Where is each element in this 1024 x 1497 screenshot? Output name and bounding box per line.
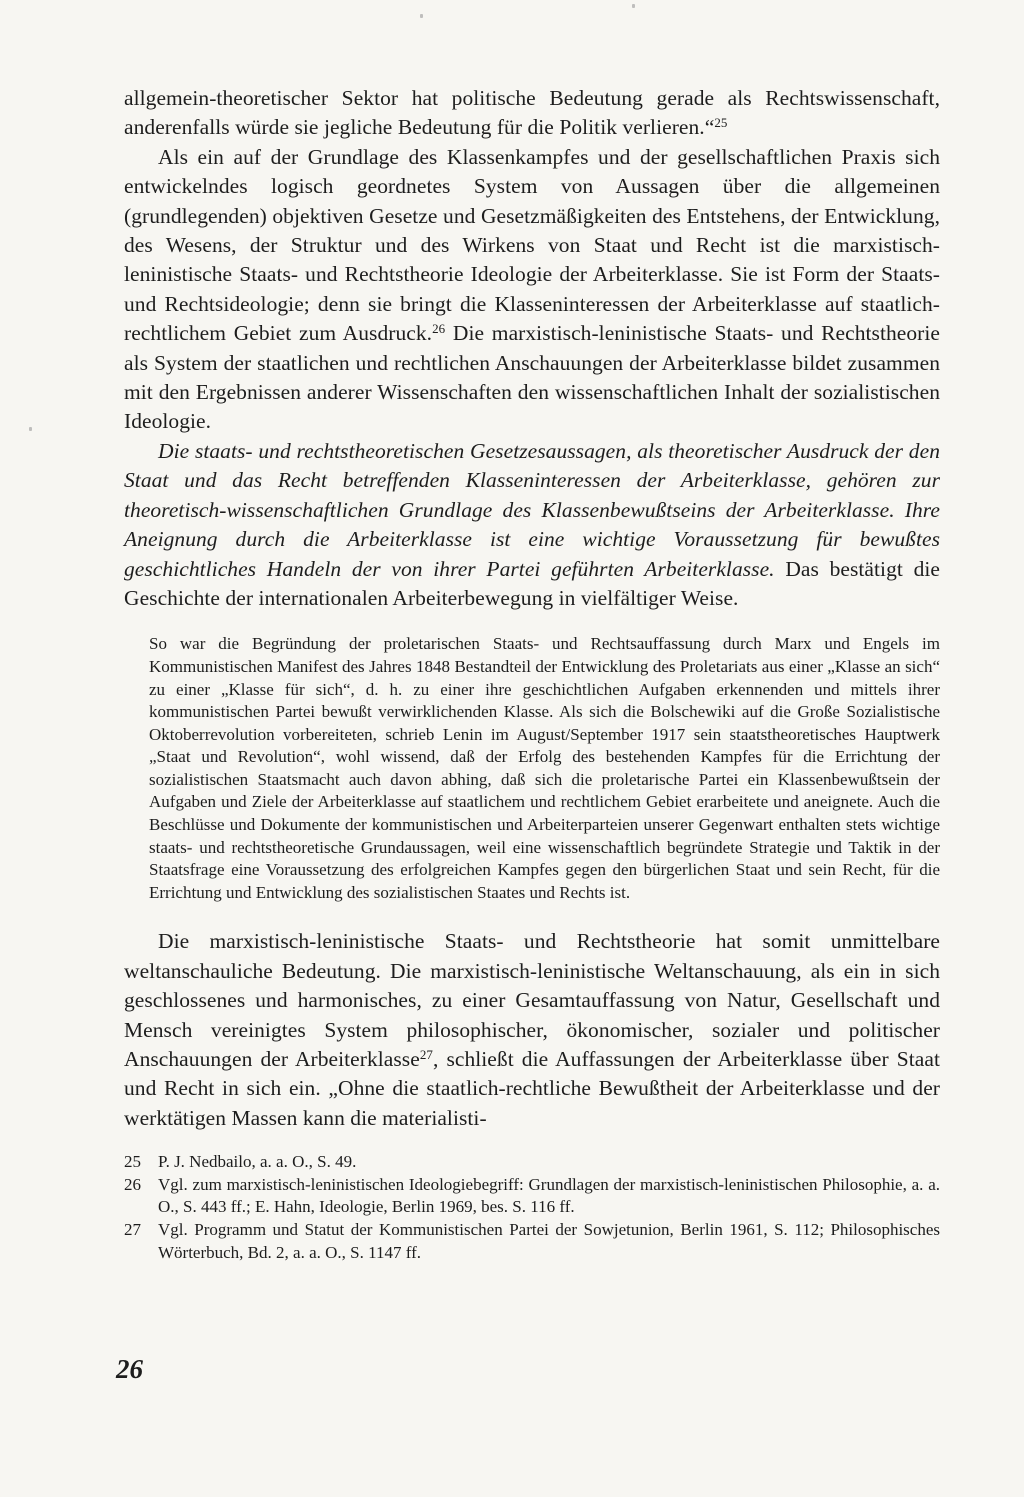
footnote-text: Vgl. Programm und Statut der Kommunistischen Partei der Sowjetunion, Berlin 1961, S. 112; Philosophisches Wörterbuch, Bd. 2, a. a. O., S. 1147 ff. (158, 1220, 940, 1262)
footnotes (124, 1151, 940, 1264)
footnote-text: P. J. Nedbailo, a. a. O., S. 49. (158, 1152, 357, 1172)
footnote-number: 25 (124, 1152, 141, 1172)
footnote-ref-26: 26 (432, 321, 446, 337)
paragraph-2 (124, 143, 940, 437)
scan-speck (29, 427, 32, 431)
footnote-number: 26 (124, 1174, 141, 1194)
paragraph-4-text-b: , schließt die Auffassungen der Arbeiterklasse über Staat und Recht in sich ein. „Ohne die staatlich-rechtliche Bewußtheit der Arbeiterklasse und der werktätigen Massen kann die materialisti- (124, 1047, 940, 1130)
paragraph-3-text: Das bestätigt die Geschichte der internationalen Arbeiterbewegung in vielfältiger Weise. (124, 556, 941, 610)
footnote-26 (124, 1174, 940, 1219)
paragraph-3 (124, 437, 940, 613)
footnote-ref-27: 27 (419, 1047, 433, 1063)
footnote-gap (124, 1133, 940, 1151)
footnote-text: Vgl. zum marxistisch-leninistischen Ideologiebegriff: Grundlagen der marxistisch-leninistischen Philosophie, a. a. O., S. 443 ff.; E. Hahn, Ideologie, Berlin 1969, bes. S. 116 ff. (158, 1174, 940, 1217)
excursus-text: So war die Begründung der proletarischen Staats- und Rechtsauffassung durch Marx und Engels im Kommunistischen Manifest des Jahres 1848 Bestandteil der Entwicklung des Proletariats aus einer „Klasse an sich“ zu einer „Klasse für sich“, d. h. zu einer ihre geschichtlichen Aufgaben erkennenden und mittels ihrer kommunistischen Partei bewußt verwirklichenden Klasse. Als sich die Bolschewiki auf die Große Sozialistische Oktoberrevolution vorbereiteten, schrieb Lenin im August/September 1917 sein staatstheoretisches Hauptwerk „Staat und Revolution“, wohl wissend, daß der Erfolg des bestehenden Kampfes für die Errichtung der sozialistischen Staatsmacht auch davon abhing, daß sich die proletarische Partei ein Klassenbewußtsein der Aufgaben und Ziele der Arbeiterklasse auf staatlichem und rechtlichem Gebiet erarbeitete und aneignete. Auch die Beschlüsse und Dokumente der kommunistischen und Arbeiterparteien unserer Gegenwart enthalten stets wichtige staats- und rechtstheoretische Grundaussagen, weil eine wissenschaftlich begründete Strategie und Taktik in der Staatsfrage eine Voraussetzung des erfolgreichen Kampfes gegen den bürgerlichen Staat und sein Recht, für die Errichtung und Entwicklung des sozialistischen Staates und Rechts ist. (149, 634, 940, 902)
paragraph-4 (124, 927, 940, 1133)
scan-speck (632, 4, 635, 8)
paragraph-1-text: allgemein-theoretischer Sektor hat politische Bedeutung gerade als Rechtswissenschaft, anderenfalls würde sie jegliche Bedeutung für die Politik verlieren.“ (124, 86, 940, 140)
paragraph-3-italic-text: Die staats- und rechtstheoretischen Gesetzesaussagen, als theoretischer Ausdruck der den Staat und das Recht betreffenden Klasseninteressen der Arbeiterklasse, gehören zur theoretisch-wissenschaftlichen Grundlage des Klassenbewußtseins der Arbeiterklasse. Ihre Aneignung durch die Arbeiterklasse ist eine wichtige Voraussetzung für bewußtes geschichtliches Handeln der von ihrer Partei geführten Arbeiterklasse. (124, 438, 940, 581)
paragraph-4-text-a: Die marxistisch-leninistische Staats- und Rechtstheorie hat somit unmittelbare weltanschauliche Bedeutung. Die marxistisch-leninistische Weltanschauung, als ein in sich geschlossenes und harmonisches, zu einer Gesamtauffassung von Natur, Gesellschaft und Mensch vereinigtes System philosophischer, ökonomischer, sozialer und politischer Anschauungen der Arbeiterklasse (124, 929, 940, 1072)
scan-speck (420, 14, 423, 18)
footnote-number: 27 (124, 1220, 141, 1240)
paragraph-1 (124, 84, 940, 143)
footnote-ref-25: 25 (714, 115, 728, 131)
page-number: 26 (116, 1354, 143, 1384)
excursus-block (149, 633, 940, 904)
paragraph-2-text-b: Die marxistisch-leninistische Staats- und Rechtstheorie als System der staatlichen und rechtlichen Anschauungen der Arbeiterklasse bildet zusammen mit den Ergebnissen anderer Wissenschaften den wissenschaftlichen Inhalt der sozialistischen Ideologie. (124, 321, 940, 434)
footnote-27 (124, 1219, 940, 1264)
paragraph-2-text-a: Als ein auf der Grundlage des Klassenkampfes und der gesellschaftlichen Praxis sich entwickelndes logisch geordnetes System von Aussagen über die allgemeinen (grundlegenden) objektiven Gesetze und Gesetzmäßigkeiten des Entstehens, der Entwicklung, des Wesens, der Struktur und des Wirkens von Staat und Recht ist die marxistisch-leninistische Staats- und Rechtstheorie Ideologie der Arbeiterklasse. Sie ist Form der Staats- und Rechtsideologie; denn sie bringt die Klasseninteressen der Arbeiterklasse auf staatlich-rechtlichem Gebiet zum Ausdruck. (124, 144, 940, 346)
footnote-25 (124, 1151, 940, 1174)
page-body (124, 84, 940, 1264)
